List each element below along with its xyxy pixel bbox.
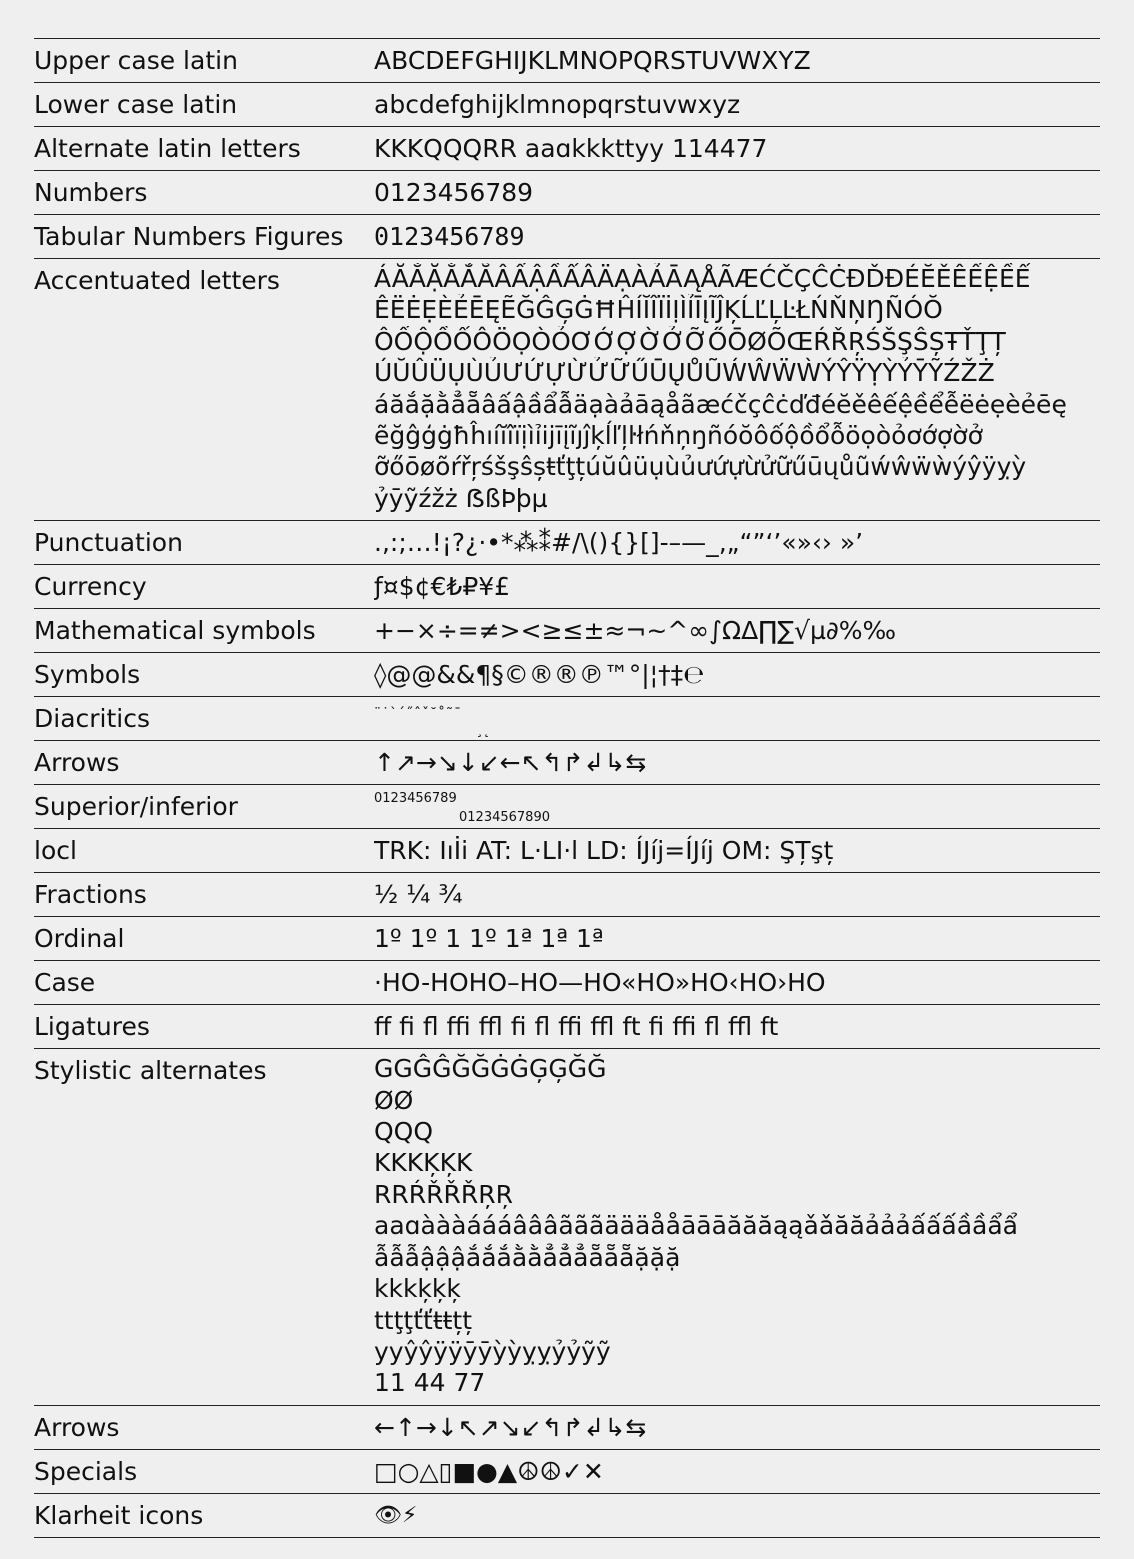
glyph-line: yyŷŷÿÿȳȳỳỳỵỵỷỷỹỹ [374,1336,611,1366]
row-glyphs: ◊@@&&¶§©®®℗™°|¦†‡℮ [374,660,705,690]
glyph-line: áăắặằẳẵâấậầẩẫäạàảāąåãæćčçĉċďđéĕěêếệềểễëėẹèẻēę [374,389,1067,419]
row-label: Arrows [34,748,120,778]
glyph-line: ÔỐỘỒỔỖÖỌÒỎƠỚỢỜỞỠŐŌØÕŒŔŘŖŚŠŞŜȘŦŤŢȚ [374,326,1006,356]
row-label: Fractions [34,880,147,910]
row-label: Case [34,968,96,998]
row-glyphs: abcdefghijklmnopqrstuvwxyz [374,90,741,119]
row-glyphs: □○△▯■●▲☮☮✓✕ [374,1456,604,1486]
row-upper-case [34,39,1100,83]
row-label: Tabular Numbers Figures [34,222,344,251]
row-klarheit-icons [34,1494,1100,1538]
glyph-line: RRŔŘŘŘŖŖ [374,1179,513,1209]
row-label: Superior/inferior [34,792,238,822]
row-label: Alternate latin letters [34,134,301,163]
row-label: Klarheit icons [34,1500,204,1530]
glyph-line: ỷȳỹźžż ẞßÞþµ [374,483,548,513]
row-fractions [34,873,1100,917]
glyph-line: ẽğĝģġħĥıíĭîïịìỉĳīįĩȷĵķĺľļŀłńňņŋñóŏôốộồổỗöọòỏơớợờở [374,421,983,451]
row-alternate-letters [34,127,1100,171]
glyph-specimen-table [34,38,1100,1538]
diacritics-main: ¨˙`´˝ˆˇ˘˚˜¯ [374,706,462,723]
glyph-line: ẫẫẫậậậắắắằằẳẳẳẵẵẵặặặ [374,1242,681,1272]
row-glyphs: .,:;…!¡?¿·•*⁂⁑#/\(){}[]-–—_‚„“”‘’«»‹› »’ [374,528,864,558]
row-stylistic-alternates [34,1049,1100,1405]
row-glyphs [374,697,1100,740]
row-label: Currency [34,572,147,602]
glyph-line: GGĜĜĞĞĠĠĢĢĞĞ [374,1054,607,1084]
row-diacritics [34,697,1100,741]
row-glyphs: ←↑→↓↖↗↘↙↰↱↲↳⇆ [374,1412,647,1442]
row-label: Specials [34,1456,138,1486]
row-currency [34,565,1100,609]
glyph-line: ÁĂẮẶẰẲẴÂẤẬẦẨẪÄẠÀẢĀĄÅÃÆĆČÇĈĊĐĎĐÉĔĚÊẾỆỀỂ [374,264,1031,293]
row-superior-inferior [34,785,1100,829]
row-label: locl [34,836,77,866]
row-specials [34,1450,1100,1494]
row-glyphs: ff fi fl ffi ffl fi fl ffi ffl ft fi ffi fl ffl ft [374,1012,779,1042]
row-glyphs: ½ ¼ ¾ [374,880,463,910]
glyph-line: ØØ [374,1085,414,1115]
row-label: Ligatures [34,1012,150,1042]
row-glyphs: ABCDEFGHIJKLMNOPQRSTUVWXYZ [374,46,811,75]
row-label: Arrows [34,1412,120,1442]
row-glyphs: +−×÷=≠><≥≤±≈¬~^∞∫ΩΔ∏∑√µ∂%‰ [374,616,897,646]
row-numbers [34,171,1100,215]
row-accentuated-letters [34,259,1100,521]
row-label: Punctuation [34,528,183,558]
row-glyphs [374,1049,1100,1404]
row-label: Stylistic alternates [34,1056,267,1086]
eye-bolt-icon: 👁⚡ [374,1502,418,1528]
row-glyphs: 1º 1º 1 1º 1ª 1ª 1ª [374,924,604,954]
glyph-line: KKKĶĶK [374,1148,473,1178]
glyph-line: ÚŬÛÜỤÙỦƯỨỰỪỬỮŰŪŲŮŨẂŴẄẀÝŶŸỴỲỶȲỸŹŽŻ [374,358,995,388]
glyph-line: ỡőōøõŕřŗśšşŝșŧťţțúŭûüụùủưứựừửữűūųůũẃŵẅẁýŷÿỵỳ [374,452,1027,482]
inferior-figures: 01234567890 [459,810,550,826]
row-arrows-2 [34,1406,1100,1450]
row-glyphs: 0123456789 [374,178,534,207]
glyph-line: 11 44 77 [374,1368,486,1398]
row-label: Ordinal [34,924,125,954]
row-tabular-numbers [34,215,1100,259]
row-glyphs: 0123456789 [374,222,525,251]
row-label: Upper case latin [34,46,238,75]
row-glyphs: ·HO-HOHO–HO—HO«HO»HO‹HO›HO [374,968,826,998]
glyph-line: ttţţťťŧŧțț [374,1305,473,1335]
row-glyphs [374,785,1100,828]
row-locl [34,829,1100,873]
row-label: Numbers [34,178,148,207]
row-label: Lower case latin [34,90,238,119]
row-ligatures [34,1005,1100,1049]
row-punctuation [34,521,1100,565]
glyph-line: ỄËĖẸÈẺĒĘẼĞĜĢĠĦĤÍĬÎÏİỊÌỈĪĮĨĴĶĹĽĻĿŁŃŇŅŊÑÓŎ [374,295,943,325]
glyph-line: aaɑàààáááâââãããäääååāāāăăăąąǎǎăăảảảấấấầầẩẩ [374,1211,1018,1241]
glyph-line: kkkķķķ [374,1274,461,1304]
glyph-line: QQQ [374,1117,434,1147]
row-label: Diacritics [34,704,151,734]
row-label: Mathematical symbols [34,616,316,646]
diacritics-sub: ¸˛ [476,722,490,739]
row-label: Accentuated letters [34,266,280,295]
row-glyphs: TRK: Iıİi AT: L·LI·l LD: ÍJíj=ÍJíj OM: ŞȚşț [374,836,834,866]
row-lower-case [34,83,1100,127]
row-glyphs: KKKQQQRR aaɑkkkttyy 114477 [374,134,768,163]
row-mathematical-symbols [34,609,1100,653]
row-case [34,961,1100,1005]
row-glyphs: ↑↗→↘↓↙←↖↰↱↲↳⇆ [374,748,647,778]
row-symbols [34,653,1100,697]
row-arrows [34,741,1100,785]
superior-figures: 0123456789 [374,791,457,807]
row-ordinal [34,917,1100,961]
row-glyphs [374,259,1100,520]
row-glyphs: ƒ¤$¢€₺₽¥£ [374,572,511,602]
row-label: Symbols [34,660,141,690]
